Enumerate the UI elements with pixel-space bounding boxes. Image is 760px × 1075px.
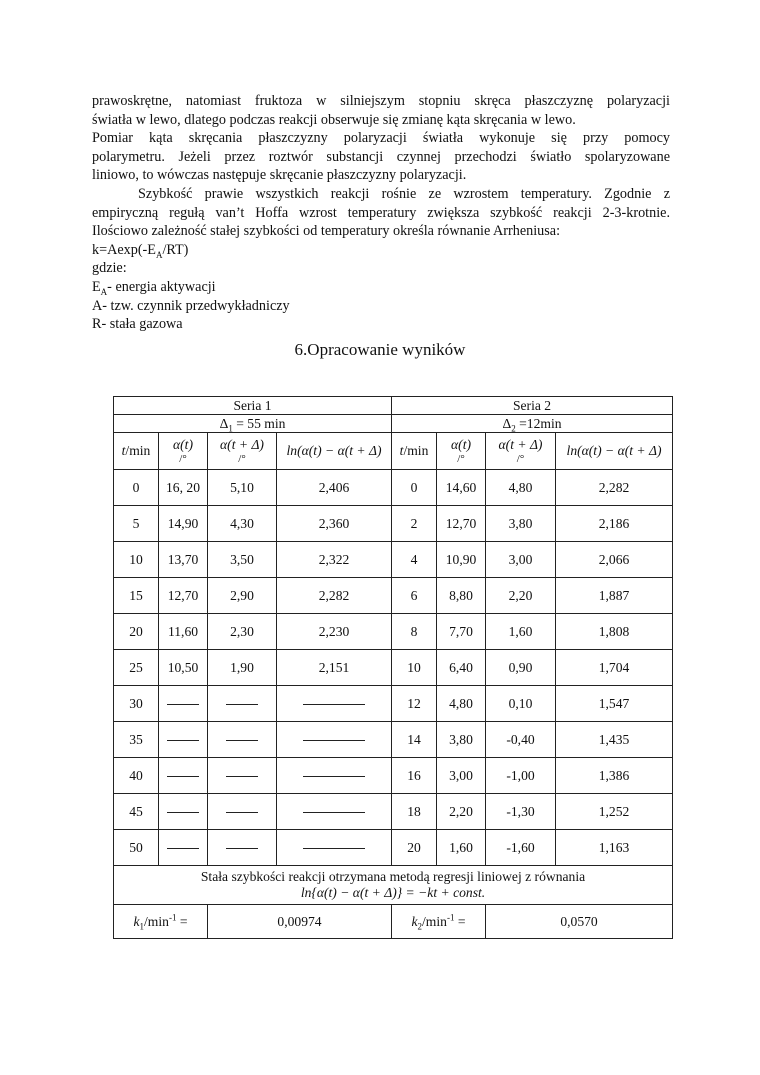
s1-cell: 2,30 (208, 614, 277, 650)
s2-cell: 1,60 (437, 830, 486, 866)
s1-cell: 2,151 (277, 650, 392, 686)
col-header-alpha-shift: α(t + Δ) /° (486, 433, 556, 470)
s1-cell (159, 830, 208, 866)
s2-cell: 12,70 (437, 506, 486, 542)
empty-dash (303, 776, 365, 777)
results-table (113, 396, 673, 939)
k1-label: $k_1/\min^{-1}$ = (114, 905, 208, 939)
s1-cell: 2,406 (277, 470, 392, 506)
s2-cell: -1,30 (486, 794, 556, 830)
paragraph-line: empiryczną regułą van’t Hoffa wzrost temperatury zwiększa szybkość reakcji 2-3-krotnie. (92, 204, 670, 221)
empty-dash (303, 848, 365, 849)
paragraph-line: prawoskrętne, natomiast fruktoza w silniejszym stopniu skręca płaszczyznę polaryzacji (92, 93, 670, 109)
s1-cell (159, 722, 208, 758)
table-row (114, 506, 673, 542)
paragraph-line: gdzie: (92, 260, 127, 277)
s2-cell: 0,90 (486, 650, 556, 686)
s1-cell: 2,282 (277, 578, 392, 614)
s2-cell: 3,00 (486, 542, 556, 578)
col-header-alpha-shift: α(t + Δ) /° (208, 433, 277, 470)
paragraph-line: polarymetru. Jeżeli przez roztwór substancji czynnej przechodzi światło spolaryzowane (92, 148, 670, 165)
s1-cell (159, 758, 208, 794)
series1-header: Seria 1 (114, 397, 392, 415)
empty-dash (226, 740, 258, 741)
s2-cell: 2,282 (556, 470, 673, 506)
empty-dash (303, 812, 365, 813)
s2-cell: 1,252 (556, 794, 673, 830)
s1-cell: 11,60 (159, 614, 208, 650)
s1-cell: 13,70 (159, 542, 208, 578)
empty-dash (303, 740, 365, 741)
s1-cell (159, 686, 208, 722)
section-heading: 6.Opracowanie wyników (294, 340, 466, 359)
s2-cell: 7,70 (437, 614, 486, 650)
definition-ea: $E_A-$ energia aktywacji (92, 278, 216, 297)
s1-cell: 14,90 (159, 506, 208, 542)
s1-cell: 10 (114, 542, 159, 578)
table-row (114, 758, 673, 794)
s2-cell: 20 (392, 830, 437, 866)
col-header-ln: ln(α(t) − α(t + Δ) (556, 433, 673, 470)
empty-dash (167, 848, 199, 849)
table-row (114, 686, 673, 722)
s1-cell: 16, 20 (159, 470, 208, 506)
s1-cell (277, 686, 392, 722)
col-header-t: t/min (392, 433, 437, 470)
s1-cell (277, 830, 392, 866)
s2-cell: 2,066 (556, 542, 673, 578)
s2-cell: 18 (392, 794, 437, 830)
text-block (92, 92, 670, 334)
s1-cell: 20 (114, 614, 159, 650)
s1-cell (208, 722, 277, 758)
paragraph-line: Szybkość prawie wszystkich reakcji rośnie ze wzrostem temperatury. Zgodnie z (138, 185, 670, 202)
s2-cell: -0,40 (486, 722, 556, 758)
s1-cell: 40 (114, 758, 159, 794)
s1-cell (159, 794, 208, 830)
table-row (114, 830, 673, 866)
col-header-ln: ln(α(t) − α(t + Δ) (277, 433, 392, 470)
s2-cell: 2,20 (437, 794, 486, 830)
col-header-alpha: α(t) /° (159, 433, 208, 470)
empty-dash (303, 704, 365, 705)
s1-cell (208, 686, 277, 722)
s1-cell (277, 722, 392, 758)
paragraph-line: liniowo, to wówczas następuje skręcanie płaszczyzny polaryzacji. (92, 167, 467, 184)
empty-dash (167, 812, 199, 813)
s2-cell: -1,00 (486, 758, 556, 794)
s1-cell (208, 830, 277, 866)
s1-cell: 45 (114, 794, 159, 830)
table-row (114, 650, 673, 686)
s1-cell: 10,50 (159, 650, 208, 686)
definition-a: A- tzw. czynnik przedwykładniczy (92, 297, 290, 314)
arrhenius-equation: $k=Aexp(-E_A/RT)$ (92, 241, 189, 260)
delta1-header: $\Delta_1 = 55$ min (114, 415, 392, 433)
s2-cell: 0 (392, 470, 437, 506)
s1-cell: 30 (114, 686, 159, 722)
s2-cell: 0,10 (486, 686, 556, 722)
s1-cell: 0 (114, 470, 159, 506)
s2-cell: 1,386 (556, 758, 673, 794)
s2-cell: 8 (392, 614, 437, 650)
table-row (114, 794, 673, 830)
s1-cell: 1,90 (208, 650, 277, 686)
s1-cell: 4,30 (208, 506, 277, 542)
s1-cell: 50 (114, 830, 159, 866)
empty-dash (167, 704, 199, 705)
s1-cell (277, 758, 392, 794)
table-row (114, 470, 673, 506)
s1-cell (277, 794, 392, 830)
k2-value: 0,0570 (486, 905, 673, 939)
definition-r: R- stała gazowa (92, 316, 183, 333)
paragraph-line: Pomiar kąta skręcania płaszczyzny polaryzacji światła wykonuje się przy pomocy (92, 130, 670, 147)
s2-cell: 4,80 (486, 470, 556, 506)
col-header-t: t/min (114, 433, 159, 470)
s2-cell: 1,60 (486, 614, 556, 650)
s2-cell: 12 (392, 686, 437, 722)
s2-cell: 2 (392, 506, 437, 542)
s2-cell: 3,80 (437, 722, 486, 758)
s1-cell (208, 758, 277, 794)
paragraph-line: Ilościowo zależność stałej szybkości od temperatury określa równanie Arrheniusa: (92, 223, 561, 240)
s2-cell: 14,60 (437, 470, 486, 506)
s2-cell: 14 (392, 722, 437, 758)
empty-dash (226, 812, 258, 813)
s2-cell: 16 (392, 758, 437, 794)
s2-cell: 3,80 (486, 506, 556, 542)
table-row (114, 614, 673, 650)
s1-cell: 35 (114, 722, 159, 758)
s2-cell: 1,435 (556, 722, 673, 758)
empty-dash (167, 740, 199, 741)
s1-cell (208, 794, 277, 830)
table-row (114, 578, 673, 614)
series2-header: Seria 2 (392, 397, 673, 415)
s2-cell: 2,20 (486, 578, 556, 614)
s1-cell: 2,230 (277, 614, 392, 650)
s2-cell: 1,163 (556, 830, 673, 866)
delta2-header: $\Delta_2 =12\min$ (392, 415, 673, 433)
s2-cell: 1,887 (556, 578, 673, 614)
s2-cell: 1,808 (556, 614, 673, 650)
s2-cell: 8,80 (437, 578, 486, 614)
s1-cell: 5 (114, 506, 159, 542)
empty-dash (226, 776, 258, 777)
s1-cell: 25 (114, 650, 159, 686)
regression-note: Stała szybkości reakcji otrzymana metodą regresji liniowej z równania ln{α(t) − α(t + Δ)} = −kt + const. (114, 866, 673, 905)
s1-cell: 12,70 (159, 578, 208, 614)
k1-value: 0,00974 (208, 905, 392, 939)
s2-cell: 6,40 (437, 650, 486, 686)
s2-cell: 10,90 (437, 542, 486, 578)
table-row (114, 542, 673, 578)
s1-cell: 2,322 (277, 542, 392, 578)
empty-dash (167, 776, 199, 777)
table-row (114, 722, 673, 758)
col-header-alpha: α(t) /° (437, 433, 486, 470)
s2-cell: 4 (392, 542, 437, 578)
s2-cell: 6 (392, 578, 437, 614)
s2-cell: 2,186 (556, 506, 673, 542)
s1-cell: 2,90 (208, 578, 277, 614)
s2-cell: 1,547 (556, 686, 673, 722)
empty-dash (226, 704, 258, 705)
s2-cell: 10 (392, 650, 437, 686)
s2-cell: -1,60 (486, 830, 556, 866)
s2-cell: 4,80 (437, 686, 486, 722)
s2-cell: 1,704 (556, 650, 673, 686)
s1-cell: 15 (114, 578, 159, 614)
k2-label: $k_2/\min^{-1}$ = (392, 905, 486, 939)
s1-cell: 5,10 (208, 470, 277, 506)
s1-cell: 3,50 (208, 542, 277, 578)
empty-dash (226, 848, 258, 849)
s1-cell: 2,360 (277, 506, 392, 542)
paragraph-line: światła w lewo, dlatego podczas reakcji obserwuje się zmianę kąta skręcania w lewo. (92, 111, 576, 128)
s2-cell: 3,00 (437, 758, 486, 794)
